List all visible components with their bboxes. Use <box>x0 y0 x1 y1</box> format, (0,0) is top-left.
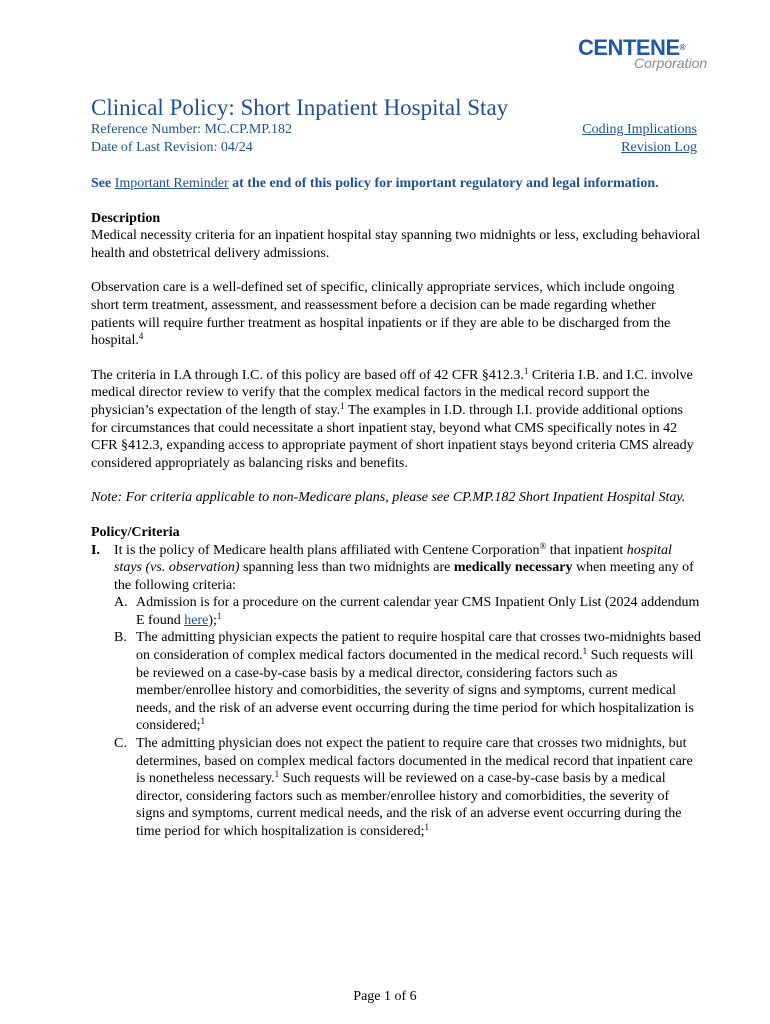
description-paragraph-2: Observation care is a well-defined set of specific, clinically appropriate services, which include ongoing short term treatment, assessment, and reassessment before a decision can be made regarding whether patients will require further treatment as hospital inpatients or if they are able to be discharged from the hospital.$^4$ <box>91 280 675 349</box>
important-reminder-note: See Important Reminder at the end of this policy for important regulatory and legal information. <box>91 176 659 191</box>
policy-item-1 <box>91 542 701 841</box>
addendum-e-link[interactable]: here <box>184 612 209 628</box>
policy-meta <box>91 121 292 157</box>
revision-date: Date of Last Revision: 04/24 <box>91 140 253 155</box>
reference-number: Reference Number: MC.CP.MP.182 <box>91 122 293 137</box>
criteria-c: C. The admitting physician does not expect the patient to require care that crosses two midnights, but determines, based on complex medical factors documented in the medical record that inpatient care is nonetheless necessary.$^1$ Such requests will be reviewed on a case-by-case basis by a medical director, considering factors such as member/enrollee history and comorbidities, the severity of signs and symptoms, current medical needs, and the risk of an adverse event occurring during the time period for which hospitalization is considered;$^1$ <box>114 736 693 839</box>
coding-implications-link[interactable]: Coding Implications <box>582 122 697 137</box>
policy-item-text: It is the policy of Medicare health plans affiliated with Centene Corporation® that inpatient hospital stays (vs. observation) spanning less than two midnights are medically necessary when meeting any of the following criteria: <box>114 540 694 593</box>
description-paragraph-1: Medical necessity criteria for an inpatient hospital stay spanning two midnights or less, excluding behavioral health and obstetrical delivery admissions. <box>91 228 701 261</box>
logo-wordmark: CENTENE® <box>578 35 686 60</box>
criteria-b: B. The admitting physician expects the patient to require hospital care that crosses two-midnights based on consideration of complex medical factors documented in the medical record.$^1$ Such requests will be reviewed on a case-by-case basis by a medical director, considering factors such as member/enrollee history and comorbidities, the severity of signs and symptoms, current medical needs, and the risk of an adverse event occurring during the time period for which hospitalization is considered;$^1$ <box>114 630 701 734</box>
policy-criteria-heading: Policy/Criteria <box>91 524 180 540</box>
page-number: Page 1 of 6 <box>353 989 417 1004</box>
policy-item-number: I. <box>91 542 100 558</box>
document-body <box>91 175 701 841</box>
logo-subtitle: Corporation <box>634 55 708 71</box>
important-reminder-link[interactable]: Important Reminder <box>114 176 229 191</box>
non-medicare-note: Note: For criteria applicable to non-Medicare plans, please see CP.MP.182 Short Inpatient Hospital Stay. <box>91 490 686 506</box>
page-title: Clinical Policy: Short Inpatient Hospital Stay <box>91 95 509 120</box>
revision-log-link[interactable]: Revision Log <box>621 140 697 155</box>
description-heading: Description <box>91 210 161 226</box>
header-links <box>582 121 697 157</box>
criteria-a: A. Admission is for a procedure on the current calendar year CMS Inpatient Only List (2024 addendum E found here);$^1$ <box>114 595 700 628</box>
centene-logo <box>578 36 718 72</box>
description-paragraph-3: The criteria in I.A through I.C. of this policy are based off of 42 CFR §412.3.$^1$ Criteria I.B. and I.C. involve medical director review to verify that the complex medical factors in the medical record support the physician’s expectation of the length of stay.$^1$ The examples in I.D. through I.I. provide additional options for circumstances that could necessitate a short inpatient stay, beyond what CMS specifically notes in 42 CFR §412.3, expanding access to appropriate payment of short inpatient stays beyond criteria CMS already considered appropriately as balancing risks and benefits. <box>91 365 694 471</box>
